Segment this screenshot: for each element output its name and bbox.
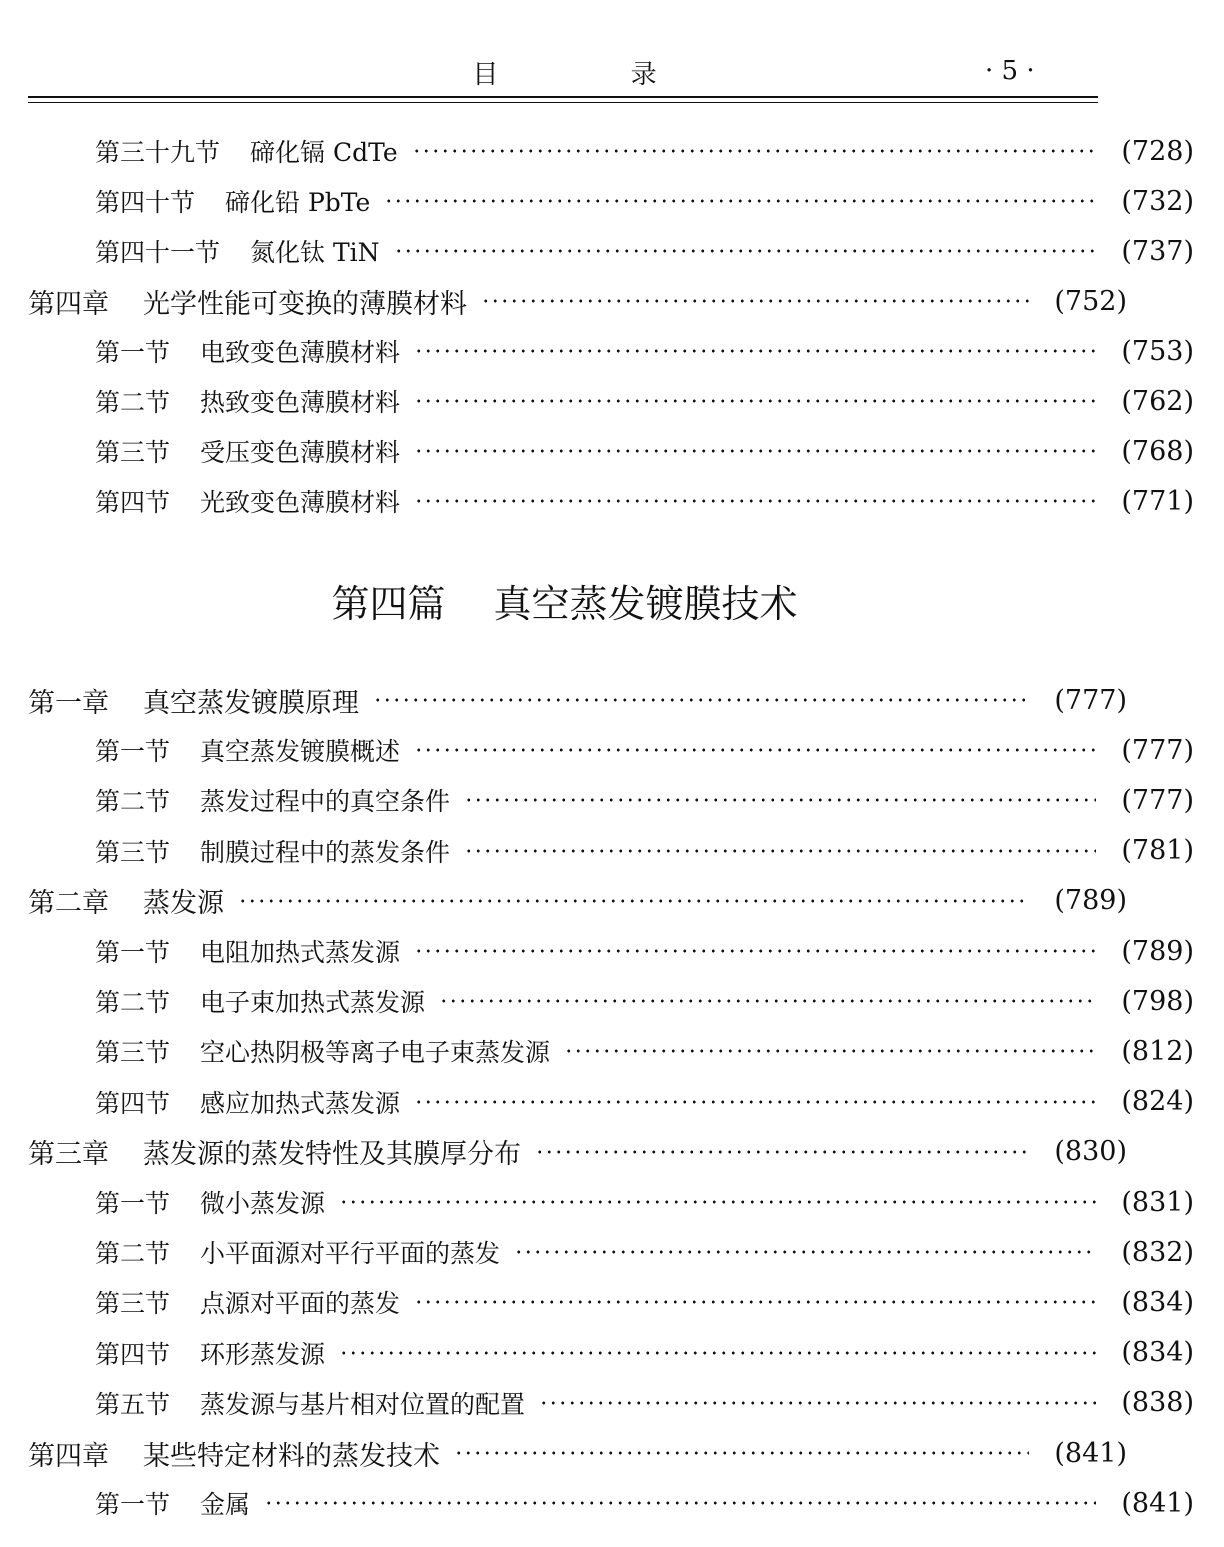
toc-section-row xyxy=(0,831,1224,871)
toc-section-row xyxy=(0,1232,1224,1272)
dot-leader xyxy=(414,949,1096,953)
toc-entry-page: (777) xyxy=(1121,734,1194,766)
toc-entry-number: 第二章 xyxy=(28,888,109,920)
toc-entry-number: 第二节 xyxy=(95,388,171,417)
toc-entry-label xyxy=(95,1184,325,1220)
toc-entry-title: 点源对平面的蒸发 xyxy=(200,1289,401,1319)
toc-entry-number: 第一节 xyxy=(95,938,171,967)
dot-leader xyxy=(394,249,1096,253)
toc-entry-title: 碲化铅 PbTe xyxy=(225,188,371,217)
toc-section-row xyxy=(0,1082,1224,1122)
dot-leader xyxy=(481,299,1029,303)
toc-entry-title: 碲化镉 CdTe xyxy=(250,138,398,167)
toc-entry-label xyxy=(28,1132,521,1171)
toc-chapter-row xyxy=(0,1132,1157,1172)
part-heading xyxy=(0,573,1129,628)
toc-entry-title: 电致变色薄膜材料 xyxy=(200,338,401,367)
toc-entry-title: 光致变色薄膜材料 xyxy=(200,488,401,517)
toc-entry-title: 微小蒸发源 xyxy=(200,1189,326,1218)
toc-entry-number: 第四十一节 xyxy=(95,238,221,267)
toc-entry-page: (753) xyxy=(1121,335,1194,367)
part-number: 第四篇 xyxy=(331,582,446,626)
toc-section-row xyxy=(0,780,1224,820)
toc-entry-number: 第三节 xyxy=(95,837,171,867)
dot-leader xyxy=(414,349,1096,353)
toc-entry-page: (812) xyxy=(1121,1035,1194,1067)
toc-section-row xyxy=(0,1282,1224,1322)
toc-entry-title: 空心热阴极等离子电子束蒸发源 xyxy=(200,1038,551,1068)
toc-section-row xyxy=(0,481,1224,521)
toc-entry-label xyxy=(95,782,450,818)
dot-leader xyxy=(439,999,1096,1003)
toc-entry-number: 第四节 xyxy=(95,1339,171,1369)
toc-entry-number: 第一节 xyxy=(95,1490,171,1520)
toc-entry-number: 第四章 xyxy=(28,1440,109,1472)
toc-entry-page: (834) xyxy=(1121,1286,1194,1318)
toc-entry-number: 第二节 xyxy=(95,1239,171,1269)
header-title: 目 录 xyxy=(472,60,719,90)
toc-entry-label xyxy=(95,1385,525,1421)
header-page-number: · 5 · xyxy=(985,56,1035,86)
toc-section-row xyxy=(0,231,1224,271)
toc-entry-title: 制膜过程中的蒸发条件 xyxy=(200,837,451,867)
toc-entry-label xyxy=(95,1234,500,1270)
toc-chapter-row xyxy=(0,281,1157,321)
toc-entry-label xyxy=(95,183,370,219)
dot-leader xyxy=(339,1351,1096,1355)
toc-entry-title: 光学性能可变换的薄膜材料 xyxy=(143,288,467,320)
toc-entry-title: 蒸发源的蒸发特性及其膜厚分布 xyxy=(143,1139,521,1171)
toc-entry-label xyxy=(95,133,398,169)
toc-entry-page: (789) xyxy=(1121,935,1194,967)
toc-section-row xyxy=(0,1182,1224,1222)
dot-leader xyxy=(464,849,1096,853)
toc-entry-page: (771) xyxy=(1121,485,1194,517)
toc-entry-label xyxy=(95,433,400,469)
toc-entry-label xyxy=(28,1434,440,1473)
toc-entry-number: 第四节 xyxy=(95,488,171,517)
toc-section-row xyxy=(0,1333,1224,1373)
toc-section-row xyxy=(0,381,1224,421)
toc-entry-title: 热致变色薄膜材料 xyxy=(200,388,401,417)
dot-leader xyxy=(454,1451,1029,1455)
dot-leader xyxy=(414,1300,1096,1304)
dot-leader xyxy=(238,899,1029,903)
toc-section-row xyxy=(0,730,1224,770)
toc-entry-page: (831) xyxy=(1121,1186,1194,1218)
toc-entry-label xyxy=(28,681,359,720)
toc-entry-title: 电子束加热式蒸发源 xyxy=(200,988,426,1018)
toc-entry-number: 第三十九节 xyxy=(95,138,221,167)
dot-leader xyxy=(414,399,1096,403)
toc-entry-title: 环形蒸发源 xyxy=(200,1339,326,1369)
toc-entry-page: (834) xyxy=(1121,1337,1194,1369)
dot-leader xyxy=(412,149,1096,153)
toc-entry-page: (838) xyxy=(1121,1387,1194,1419)
toc-entry-label xyxy=(95,983,425,1019)
toc-entry-number: 第四章 xyxy=(28,288,109,320)
toc-entry-label xyxy=(28,881,224,920)
toc-entry-page: (830) xyxy=(1054,1136,1127,1168)
dot-leader xyxy=(384,199,1096,203)
toc-entry-page: (777) xyxy=(1121,784,1194,816)
toc-entry-number: 第二节 xyxy=(95,988,171,1018)
dot-leader xyxy=(339,1200,1096,1204)
dot-leader xyxy=(535,1150,1029,1154)
toc-entry-page: (732) xyxy=(1121,185,1194,217)
toc-entry-label xyxy=(95,1084,400,1120)
toc-section-row xyxy=(0,931,1224,971)
toc-entry-page: (737) xyxy=(1121,235,1194,267)
toc-entry-number: 第三节 xyxy=(95,1289,171,1319)
dot-leader xyxy=(373,698,1029,702)
toc-section-row xyxy=(0,1483,1224,1523)
toc-entry-title: 受压变色薄膜材料 xyxy=(200,438,401,467)
toc-entry-page: (824) xyxy=(1121,1086,1194,1118)
toc-section-row xyxy=(0,331,1224,371)
toc-entry-title: 真空蒸发镀膜概述 xyxy=(200,737,401,767)
toc-entry-title: 氮化钛 TiN xyxy=(250,238,380,267)
header-rule-thick xyxy=(28,96,1098,98)
toc-entry-label xyxy=(95,483,400,519)
toc-section-row xyxy=(0,981,1224,1021)
toc-entry-title: 真空蒸发镀膜原理 xyxy=(143,687,359,719)
toc-chapter-row xyxy=(0,1433,1157,1473)
toc-entry-label xyxy=(95,333,400,369)
toc-entry-title: 蒸发源 xyxy=(143,888,224,920)
toc-section-row xyxy=(0,1031,1224,1071)
toc-entry-number: 第一节 xyxy=(95,737,171,767)
toc-entry-label xyxy=(95,732,400,768)
toc-entry-page: (752) xyxy=(1054,285,1127,317)
part-title: 真空蒸发镀膜技术 xyxy=(493,582,798,626)
dot-leader xyxy=(539,1401,1096,1405)
dot-leader xyxy=(414,449,1096,453)
toc-entry-label xyxy=(95,833,450,869)
toc-entry-title: 感应加热式蒸发源 xyxy=(200,1088,401,1118)
toc-entry-number: 第二节 xyxy=(95,787,171,817)
toc-entry-number: 第一章 xyxy=(28,687,109,719)
toc-entry-label xyxy=(28,282,467,321)
toc-entry-page: (728) xyxy=(1121,135,1194,167)
toc-section-row xyxy=(0,431,1224,471)
toc-chapter-row xyxy=(0,881,1157,921)
toc-entry-number: 第四十节 xyxy=(95,188,196,217)
toc-entry-page: (781) xyxy=(1121,835,1194,867)
toc-entry-label xyxy=(95,383,400,419)
dot-leader xyxy=(564,1049,1096,1053)
toc-entry-number: 第三节 xyxy=(95,438,171,467)
toc-entry-page: (768) xyxy=(1121,435,1194,467)
toc-entry-title: 电阻加热式蒸发源 xyxy=(200,938,401,967)
toc-entry-label xyxy=(95,233,380,269)
toc-section-row xyxy=(0,131,1224,171)
toc-entry-title: 金属 xyxy=(200,1490,251,1520)
dot-leader xyxy=(414,748,1096,752)
toc-entry-page: (832) xyxy=(1121,1236,1194,1268)
toc-entry-page: (841) xyxy=(1054,1437,1127,1469)
toc-entry-number: 第四节 xyxy=(95,1088,171,1118)
toc-entry-label xyxy=(95,1033,550,1069)
toc-entry-number: 第三节 xyxy=(95,1038,171,1068)
toc-entry-page: (762) xyxy=(1121,385,1194,417)
toc-entry-page: (841) xyxy=(1121,1487,1194,1519)
dot-leader xyxy=(514,1250,1096,1254)
toc-entry-number: 第一节 xyxy=(95,1189,171,1218)
dot-leader xyxy=(464,798,1096,802)
toc-entry-title: 蒸发过程中的真空条件 xyxy=(200,787,451,817)
header-rule-thin xyxy=(28,102,1098,103)
toc-entry-number: 第三章 xyxy=(28,1139,109,1171)
toc-entry-label xyxy=(95,1485,250,1521)
toc-entry-title: 某些特定材料的蒸发技术 xyxy=(143,1440,440,1472)
toc-section-row xyxy=(0,181,1224,221)
toc-entry-page: (789) xyxy=(1054,885,1127,917)
toc-entry-label xyxy=(95,1335,325,1371)
toc-entry-title: 小平面源对平行平面的蒸发 xyxy=(200,1239,501,1269)
toc-entry-number: 第五节 xyxy=(95,1389,171,1419)
toc-entry-label xyxy=(95,1284,400,1320)
toc-chapter-row xyxy=(0,680,1157,720)
toc-entry-number: 第一节 xyxy=(95,338,171,367)
toc-entry-page: (777) xyxy=(1054,684,1127,716)
dot-leader xyxy=(414,499,1096,503)
toc-entry-title: 蒸发源与基片相对位置的配置 xyxy=(200,1389,526,1419)
toc-entry-label xyxy=(95,933,400,969)
dot-leader xyxy=(264,1501,1096,1505)
toc-section-row xyxy=(0,1383,1224,1423)
dot-leader xyxy=(414,1100,1096,1104)
toc-entry-page: (798) xyxy=(1121,985,1194,1017)
